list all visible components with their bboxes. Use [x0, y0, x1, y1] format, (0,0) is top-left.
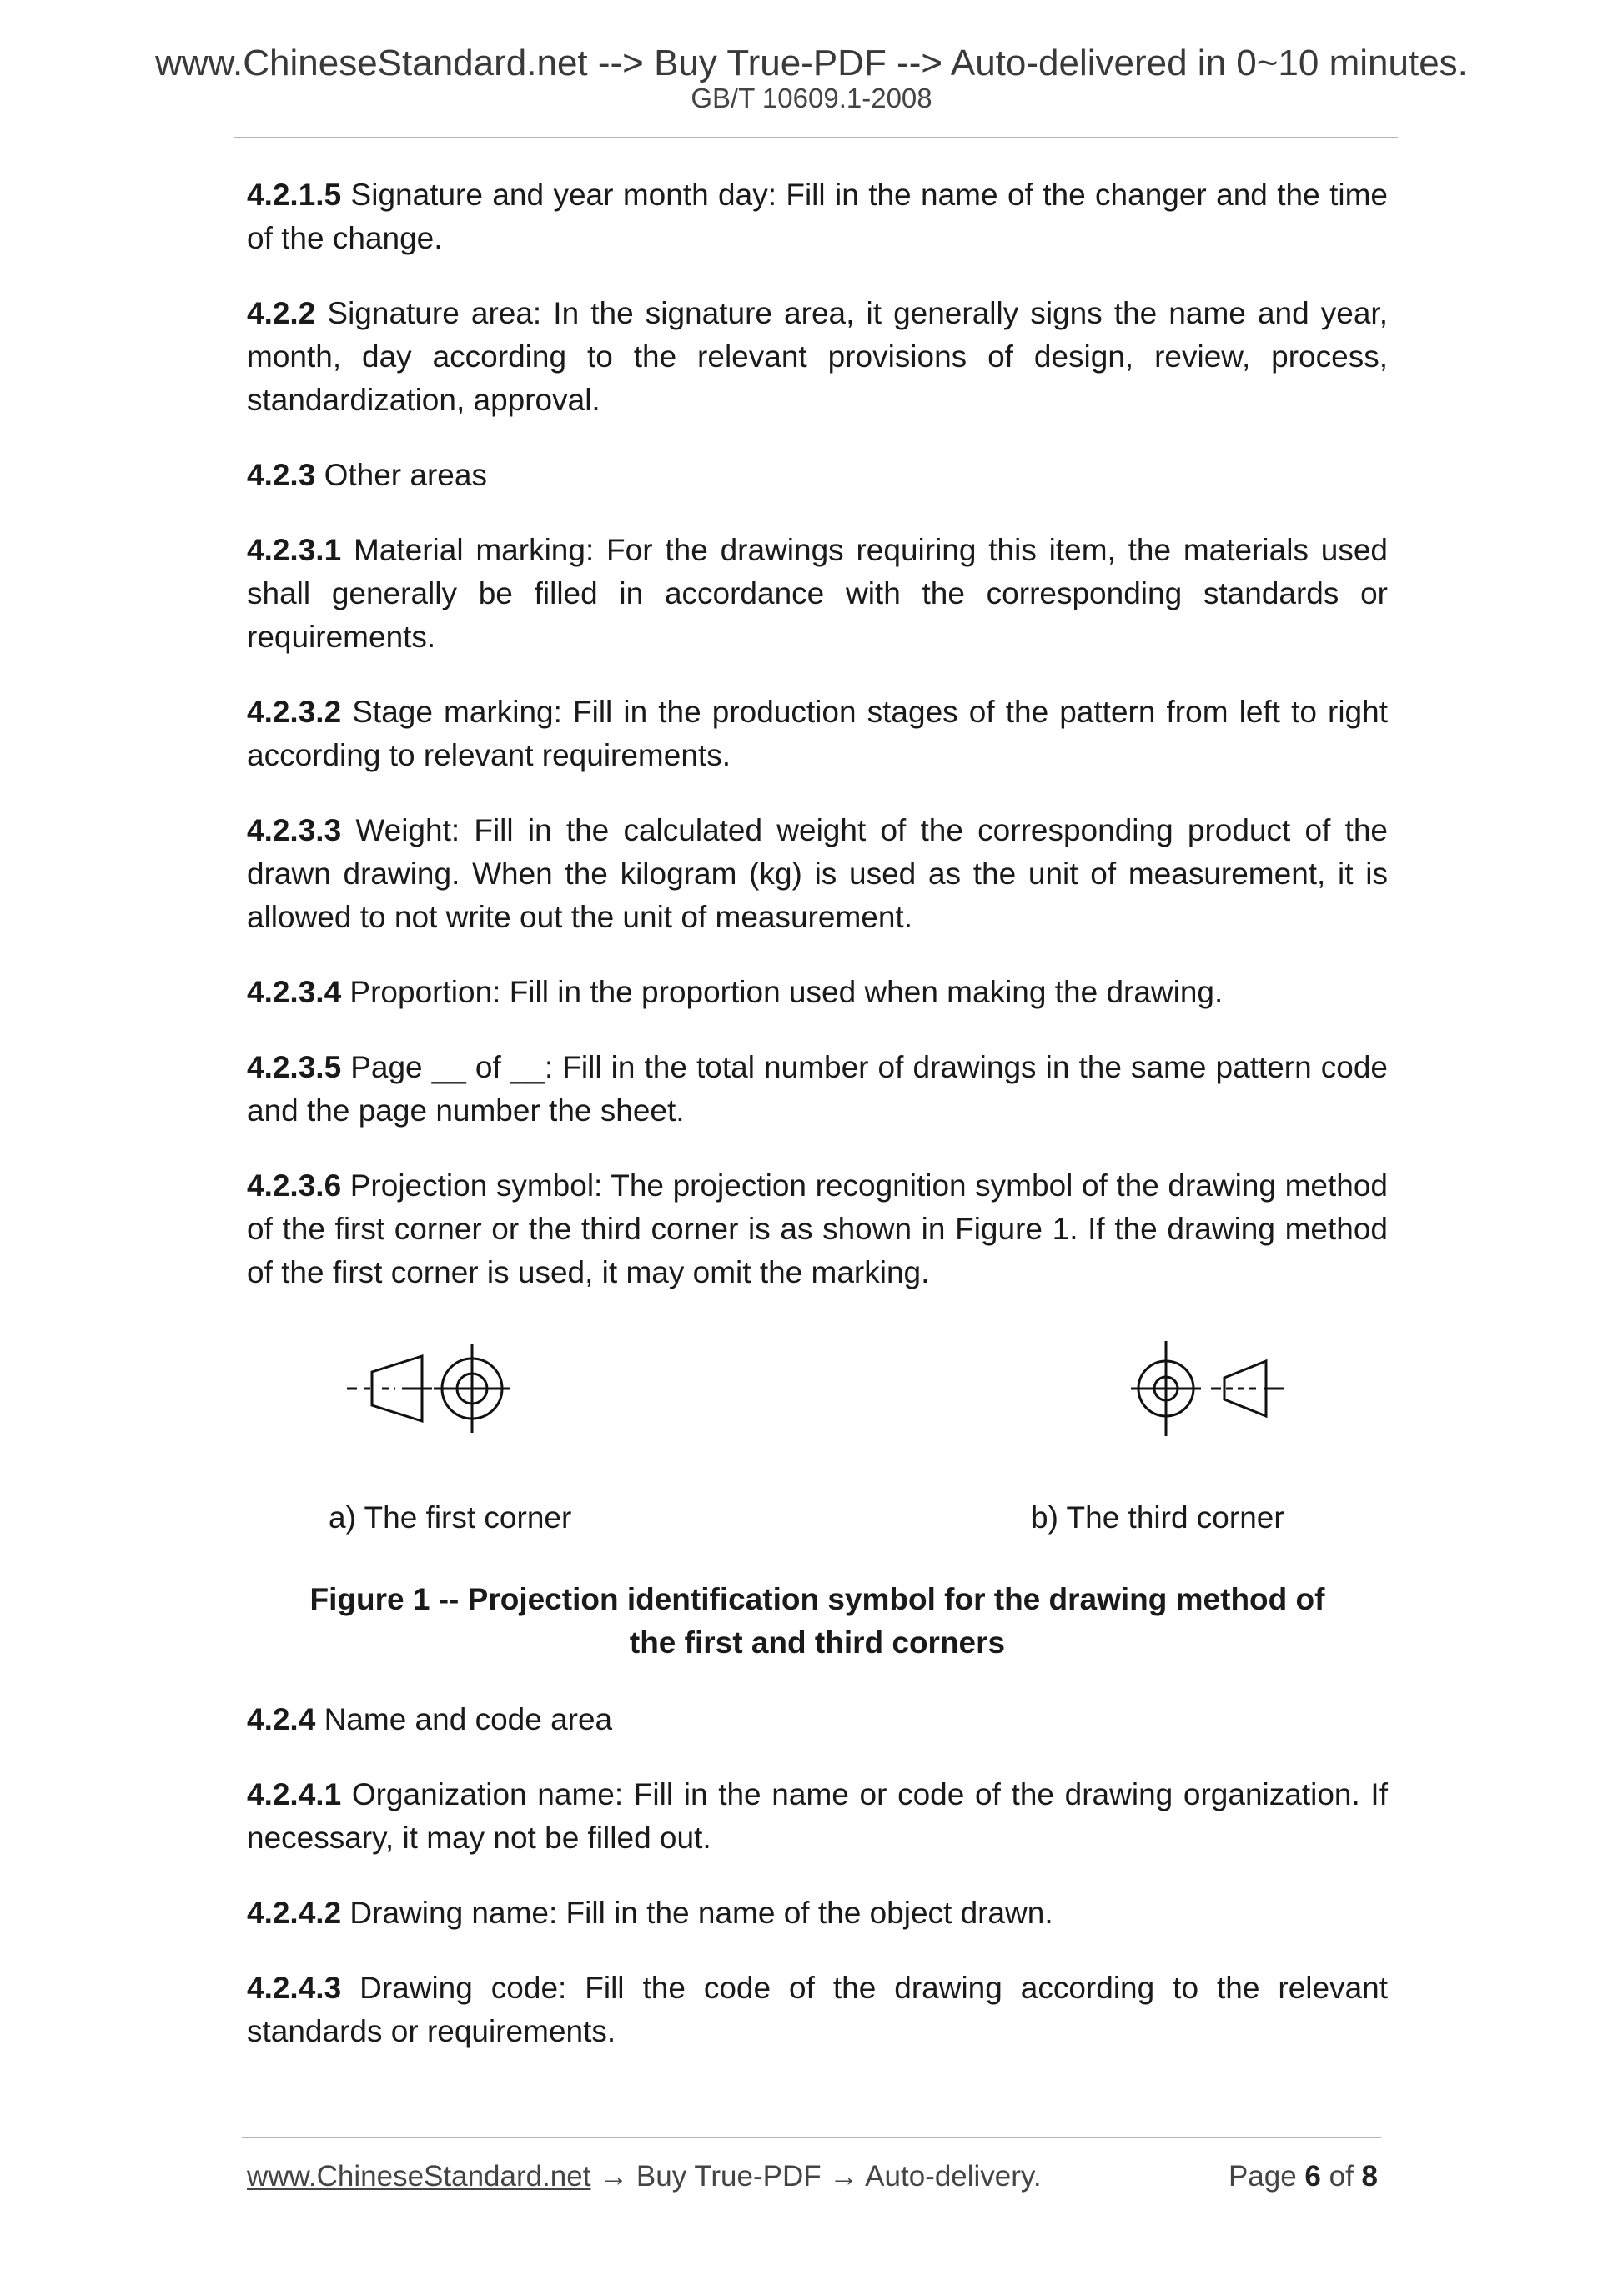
caption-first-corner: a) The first corner [329, 1500, 572, 1535]
site-banner: www.ChineseStandard.net --> Buy True-PDF --> Auto-delivered in 0~10 minutes. [155, 43, 1468, 83]
figure-title [247, 1578, 1388, 1665]
clause-number: 4.2.3 [247, 458, 316, 492]
figure-captions [247, 1496, 1388, 1546]
clause-number: 4.2.3.5 [247, 1050, 342, 1084]
clause-4-2-3-1 [247, 529, 1388, 659]
clause-number: 4.2.4 [247, 1702, 316, 1736]
clause-number: 4.2.3.1 [247, 533, 342, 567]
clause-text: Other areas [315, 458, 487, 492]
clause-4-2-3-6 [247, 1164, 1388, 1294]
clause-text: Drawing code: Fill the code of the drawing according to the relevant standards or requirements. [247, 1971, 1388, 2048]
page-footer [247, 2157, 1378, 2197]
clause-number: 4.2.3.3 [247, 813, 342, 847]
figure-title-line-1: Figure 1 -- Projection identification symbol for the drawing method of [309, 1582, 1325, 1616]
clause-text: Name and code area [315, 1702, 613, 1736]
clause-text: Page __ of __: Fill in the total number of drawings in the same pattern code and the page number the sheet. [247, 1050, 1388, 1128]
clause-text: Projection symbol: The projection recognition symbol of the drawing method of the first corner or the third corner is as shown in Figure 1. If the drawing method of the first corner is used, it may omit the marking. [247, 1168, 1388, 1289]
first-angle-projection-symbol [347, 1326, 522, 1451]
clause-number: 4.2.4.1 [247, 1777, 342, 1811]
clause-4-2-4-1 [247, 1773, 1388, 1860]
figure-title-line-2: the first and third corners [629, 1625, 1006, 1660]
clause-4-2-3-4 [247, 971, 1388, 1014]
document-body [247, 173, 1388, 2085]
clause-text: Signature area: In the signature area, it generally signs the name and year, month, day according to the relevant provisions of design, review, process, standardization, approval. [247, 296, 1388, 417]
page-indicator [1229, 2157, 1378, 2197]
standard-code: GB/T 10609.1-2008 [691, 83, 932, 113]
clause-number: 4.2.2 [247, 296, 316, 330]
clause-text: Proportion: Fill in the proportion used when making the drawing. [341, 975, 1224, 1009]
page-of: of [1320, 2160, 1362, 2193]
clause-number: 4.2.4.2 [247, 1896, 342, 1930]
clause-4-2-4 [247, 1698, 1388, 1741]
footer-site-link[interactable]: www.ChineseStandard.net [247, 2160, 591, 2193]
clause-text: Material marking: For the drawings requiring this item, the materials used shall generally be filled in accordance with the corresponding standards or requirements. [247, 533, 1388, 654]
footer-tagline: → Buy True-PDF → Auto-delivery. [590, 2160, 1042, 2193]
caption-third-corner: b) The third corner [1031, 1500, 1284, 1535]
clause-4-2-4-3 [247, 1967, 1388, 2053]
page-current: 6 [1304, 2160, 1321, 2193]
clause-4-2-1-5 [247, 173, 1388, 260]
clause-text: Signature and year month day: Fill in the name of the changer and the time of the change. [247, 178, 1388, 255]
clause-text: Weight: Fill in the calculated weight of the corresponding product of the drawn drawing. When the kilogram (kg) is used as the unit of measurement, it is allowed to not write out the unit of measurement. [247, 813, 1388, 934]
figure-1 [247, 1326, 1388, 1485]
clause-number: 4.2.3.2 [247, 695, 342, 729]
header-divider [234, 137, 1398, 138]
clause-text: Stage marking: Fill in the production stages of the pattern from left to right according to relevant requirements. [247, 695, 1388, 772]
clause-4-2-3-3 [247, 809, 1388, 939]
footer-divider [242, 2137, 1381, 2138]
clause-text: Drawing name: Fill in the name of the object drawn. [341, 1896, 1053, 1930]
clause-4-2-2 [247, 292, 1388, 422]
clause-number: 4.2.4.3 [247, 1971, 342, 2005]
clause-number: 4.2.1.5 [247, 178, 342, 212]
third-angle-projection-symbol [1124, 1326, 1299, 1451]
clause-number: 4.2.3.6 [247, 1168, 342, 1203]
clause-number: 4.2.3.4 [247, 975, 342, 1009]
clause-4-2-3-5 [247, 1046, 1388, 1133]
page-label: Page [1228, 2160, 1305, 2193]
clause-4-2-3-2 [247, 691, 1388, 777]
clause-4-2-3 [247, 454, 1388, 497]
page-total: 8 [1361, 2160, 1378, 2193]
clause-text: Organization name: Fill in the name or code of the drawing organization. If necessary, it may not be filled out. [247, 1777, 1388, 1855]
clause-4-2-4-2 [247, 1892, 1388, 1935]
